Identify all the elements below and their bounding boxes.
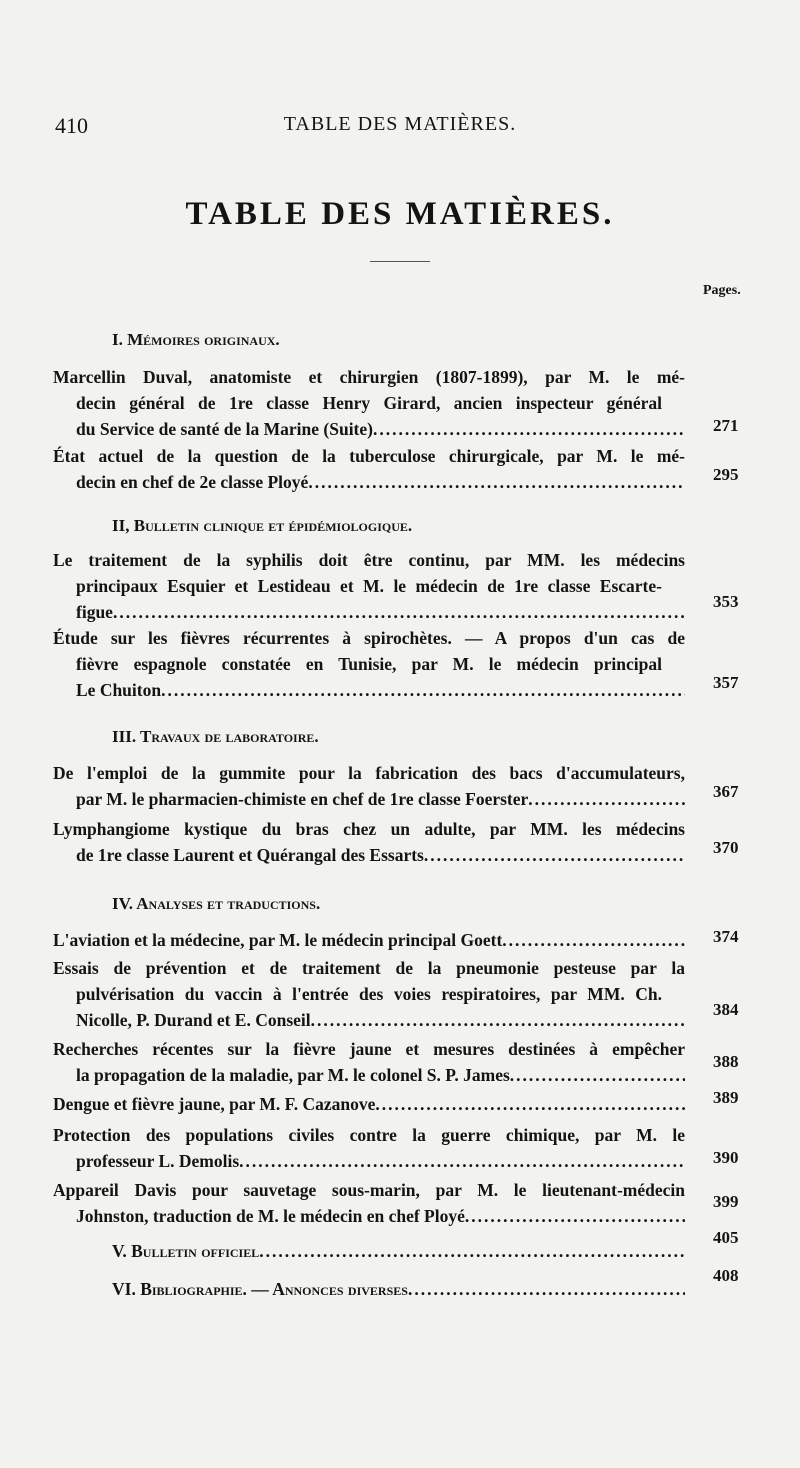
entry-text-line: professeur L. Demolis <box>76 1151 240 1171</box>
entry-text-line: Marcellin Duval, anatomiste et chirurgien (1807-1899), par M. le mé- <box>53 367 685 387</box>
toc-entry[interactable] <box>53 927 685 953</box>
entry-text-line: du Service de santé de la Marine (Suite) <box>76 419 373 439</box>
entry-text-line: principaux Esquier et Lestideau et M. le médecin de 1re classe Escarte- <box>76 576 662 596</box>
dot-leader <box>510 1062 685 1088</box>
entry-text-line: État actuel de la question de la tuberculose chirurgicale, par M. le mé- <box>53 446 685 466</box>
section-heading: V. Bulletin officiel <box>112 1241 260 1261</box>
page-ref: 388 <box>713 1052 739 1071</box>
toc-entry[interactable] <box>53 1091 685 1117</box>
toc-entry[interactable] <box>53 816 685 868</box>
page-ref: 353 <box>713 592 739 611</box>
entry-text-line: Johnston, traduction de M. le médecin en chef Ployé <box>76 1206 465 1226</box>
entry-text-line: De l'emploi de la gummite pour la fabrication des bacs d'accumulateurs, <box>53 763 685 783</box>
running-title: TABLE DES MATIÈRES. <box>283 113 517 135</box>
entry-text-line: Dengue et fièvre jaune, par M. F. Cazanove <box>53 1094 376 1114</box>
dot-leader <box>239 1148 685 1174</box>
dot-leader <box>465 1203 685 1229</box>
toc-entry[interactable] <box>112 1276 685 1302</box>
entry-text-line: par M. le pharmacien-chimiste en chef de 1re classe Foerster <box>76 789 529 809</box>
dot-leader <box>424 842 685 868</box>
dot-leader <box>259 1238 685 1264</box>
section-heading: III. Travaux de laboratoire. <box>112 727 319 746</box>
entry-text-line: figue <box>76 602 113 622</box>
dot-leader <box>502 927 685 953</box>
entry-text-line: Essais de prévention et de traitement de la pneumonie pesteuse par la <box>53 958 685 978</box>
title-rule <box>370 261 430 262</box>
dot-leader <box>408 1276 685 1302</box>
page-ref: 295 <box>713 465 739 484</box>
entry-text-line: L'aviation et la médecine, par M. le médecin principal Goett <box>53 930 503 950</box>
toc-entry[interactable] <box>112 1238 685 1264</box>
entry-text-line: fièvre espagnole constatée en Tunisie, par M. le médecin principal <box>76 654 662 674</box>
entry-text-line: Appareil Davis pour sauvetage sous-marin, par M. le lieutenant-médecin <box>53 1180 685 1200</box>
dot-leader <box>311 1007 685 1033</box>
section-heading: II, Bulletin clinique et épidémiologique. <box>112 516 413 535</box>
toc-entry[interactable] <box>53 1036 685 1088</box>
page-title: TABLE DES MATIÈRES. <box>185 196 615 232</box>
page-ref: 405 <box>713 1228 739 1247</box>
entry-text-line: Nicolle, P. Durand et E. Conseil <box>76 1010 311 1030</box>
section-heading: IV. Analyses et traductions. <box>112 894 321 913</box>
toc-entry[interactable] <box>53 364 685 442</box>
page-ref: 271 <box>713 416 739 435</box>
page-ref: 370 <box>713 838 739 857</box>
dot-leader <box>375 1091 685 1117</box>
entry-text-line: Recherches récentes sur la fièvre jaune et mesures destinées à empêcher <box>53 1039 685 1059</box>
entry-text-line: Le traitement de la syphilis doit être continu, par MM. les médecins <box>53 550 685 570</box>
page-ref: 367 <box>713 782 739 801</box>
entry-text-line: Étude sur les fièvres récurrentes à spirochètes. — A propos d'un cas de <box>53 628 685 648</box>
toc-entry[interactable] <box>53 547 685 625</box>
toc-entry[interactable] <box>53 955 685 1033</box>
page-number: 410 <box>55 113 88 138</box>
entry-text-line: de 1re classe Laurent et Quérangal des Essarts <box>76 845 424 865</box>
dot-leader <box>161 677 685 703</box>
page-ref: 374 <box>713 927 739 946</box>
dot-leader <box>308 469 685 495</box>
page-ref: 384 <box>713 1000 739 1019</box>
page-ref: 399 <box>713 1192 739 1211</box>
entry-text-line: Protection des populations civiles contre la guerre chimique, par M. le <box>53 1125 685 1145</box>
section-heading: VI. Bibliographie. — Annonces diverses <box>112 1279 408 1299</box>
entry-text-line: Lymphangiome kystique du bras chez un adulte, par MM. les médecins <box>53 819 685 839</box>
running-head <box>55 113 745 145</box>
toc-entry[interactable] <box>53 443 685 495</box>
page-ref: 389 <box>713 1088 739 1107</box>
toc-entry[interactable] <box>53 625 685 703</box>
section-heading: I. Mémoires originaux. <box>112 330 280 349</box>
page-ref: 390 <box>713 1148 739 1167</box>
entry-text-line: pulvérisation du vaccin à l'entrée des voies respiratoires, par MM. Ch. <box>76 984 662 1004</box>
entry-text-line: decin général de 1re classe Henry Girard, ancien inspecteur général <box>76 393 662 413</box>
toc-entry[interactable] <box>53 1122 685 1174</box>
dot-leader <box>528 786 685 812</box>
pages-column-label: Pages. <box>703 283 741 298</box>
page-ref: 408 <box>713 1266 739 1285</box>
page-ref: 357 <box>713 673 739 692</box>
dot-leader <box>373 416 685 442</box>
toc-entry[interactable] <box>53 760 685 812</box>
dot-leader <box>113 599 685 625</box>
toc-entry[interactable] <box>53 1177 685 1229</box>
entry-text-line: decin en chef de 2e classe Ployé <box>76 472 309 492</box>
entry-text-line: Le Chuiton <box>76 680 162 700</box>
entry-text-line: la propagation de la maladie, par M. le colonel S. P. James <box>76 1065 510 1085</box>
